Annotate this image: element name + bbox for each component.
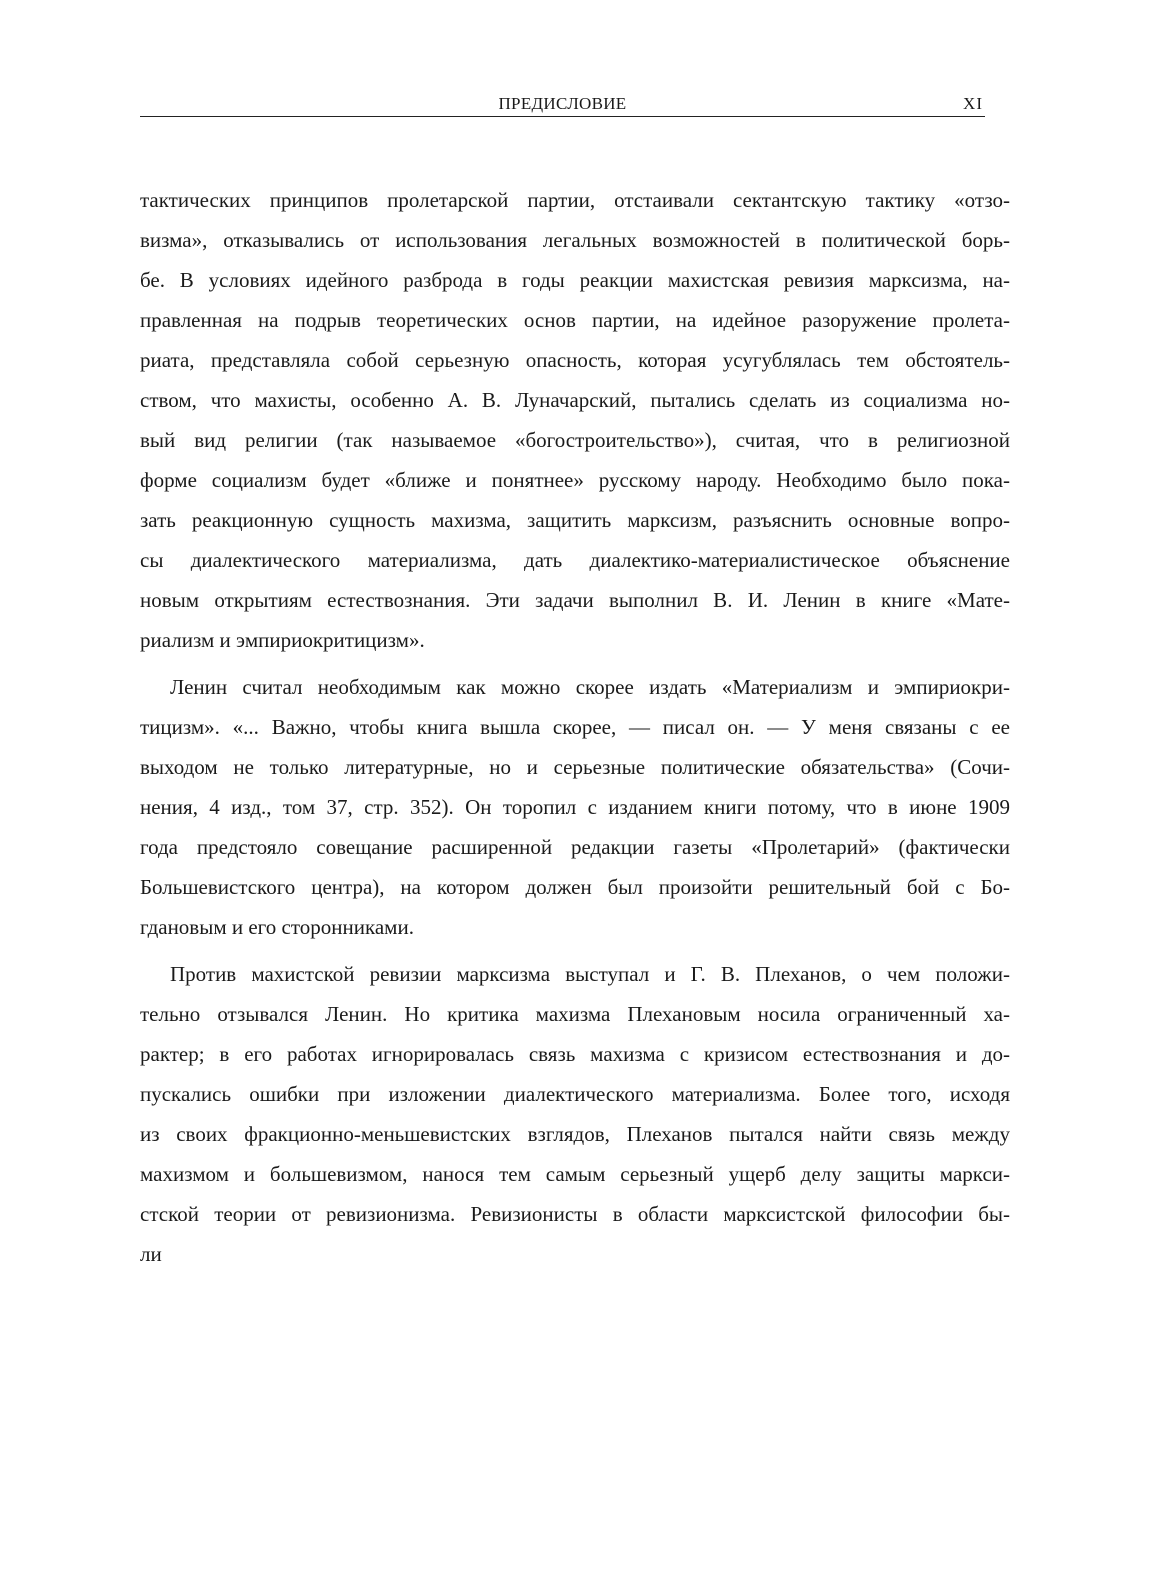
text-line: ли — [140, 1242, 162, 1266]
text-line: правленная на подрыв теоретических основ партии, на идейное разоружение пролета- — [140, 308, 1010, 332]
text-line: нения, 4 изд., том 37, стр. 352). Он торопил с изданием книги потому, что в июне 1909 — [140, 795, 1010, 819]
text-line: вый вид религии (так называемое «богостроительство»), считая, что в религиозной — [140, 428, 1010, 452]
text-line: тактических принципов пролетарской партии, отстаивали сектантскую тактику «отзо- — [140, 188, 1010, 212]
text-line: новым открытиям естествознания. Эти задачи выполнил В. И. Ленин в книге «Мате- — [140, 588, 1010, 612]
text-line: визма», отказывались от использования легальных возможностей в политической борь- — [140, 228, 1010, 252]
running-head — [140, 92, 985, 117]
paragraph-3 — [140, 954, 1010, 1274]
text-line: бе. В условиях идейного разброда в годы реакции махистская ревизия марксизма, на- — [140, 268, 1010, 292]
page-number: XI — [963, 94, 983, 113]
body-text — [140, 180, 1010, 1274]
text-line: года предстояло совещание расширенной редакции газеты «Пролетарий» (фактически — [140, 835, 1010, 859]
paragraph-2 — [140, 667, 1010, 947]
text-line: Ленин считал необходимым как можно скорее издать «Материализм и эмпириокри- — [170, 675, 1010, 699]
text-line: зать реакционную сущность махизма, защитить марксизм, разъяснить основные вопро- — [140, 508, 1010, 532]
text-line: ством, что махисты, особенно А. В. Луначарский, пытались сделать из социализма но- — [140, 388, 1010, 412]
text-line: из своих фракционно-меньшевистских взглядов, Плеханов пытался найти связь между — [140, 1122, 1010, 1146]
text-line: гдановым и его сторонниками. — [140, 915, 414, 939]
text-line: Большевистского центра), на котором должен был произойти решительный бой с Бо- — [140, 875, 1010, 899]
paragraph-1 — [140, 180, 1010, 660]
text-line: пускались ошибки при изложении диалектического материализма. Более того, исходя — [140, 1082, 1010, 1106]
text-line: тельно отзывался Ленин. Но критика махизма Плехановым носила ограниченный ха- — [140, 1002, 1010, 1026]
text-line: Против махистской ревизии марксизма выступал и Г. В. Плеханов, о чем положи- — [170, 962, 1010, 986]
text-line: выходом не только литературные, но и серьезные политические обязательства» (Сочи- — [140, 755, 1010, 779]
text-line: риализм и эмпириокритицизм». — [140, 628, 425, 652]
text-line: стской теории от ревизионизма. Ревизионисты в области марксистской философии бы- — [140, 1202, 1010, 1226]
text-line: махизмом и большевизмом, нанося тем самым серьезный ущерб делу защиты маркси- — [140, 1162, 1010, 1186]
text-line: риата, представляла собой серьезную опасность, которая усугублялась тем обстоятель- — [140, 348, 1010, 372]
text-line: форме социализм будет «ближе и понятнее» русскому народу. Необходимо было пока- — [140, 468, 1010, 492]
text-line: сы диалектического материализма, дать диалектико-материалистическое объяснение — [140, 548, 1010, 572]
chapter-title: ПРЕДИСЛОВИЕ — [498, 94, 627, 113]
text-line: рактер; в его работах игнорировалась связь махизма с кризисом естествознания и до- — [140, 1042, 1010, 1066]
text-line: тицизм». «... Важно, чтобы книга вышла скорее, — писал он. — У меня связаны с ее — [140, 715, 1010, 739]
